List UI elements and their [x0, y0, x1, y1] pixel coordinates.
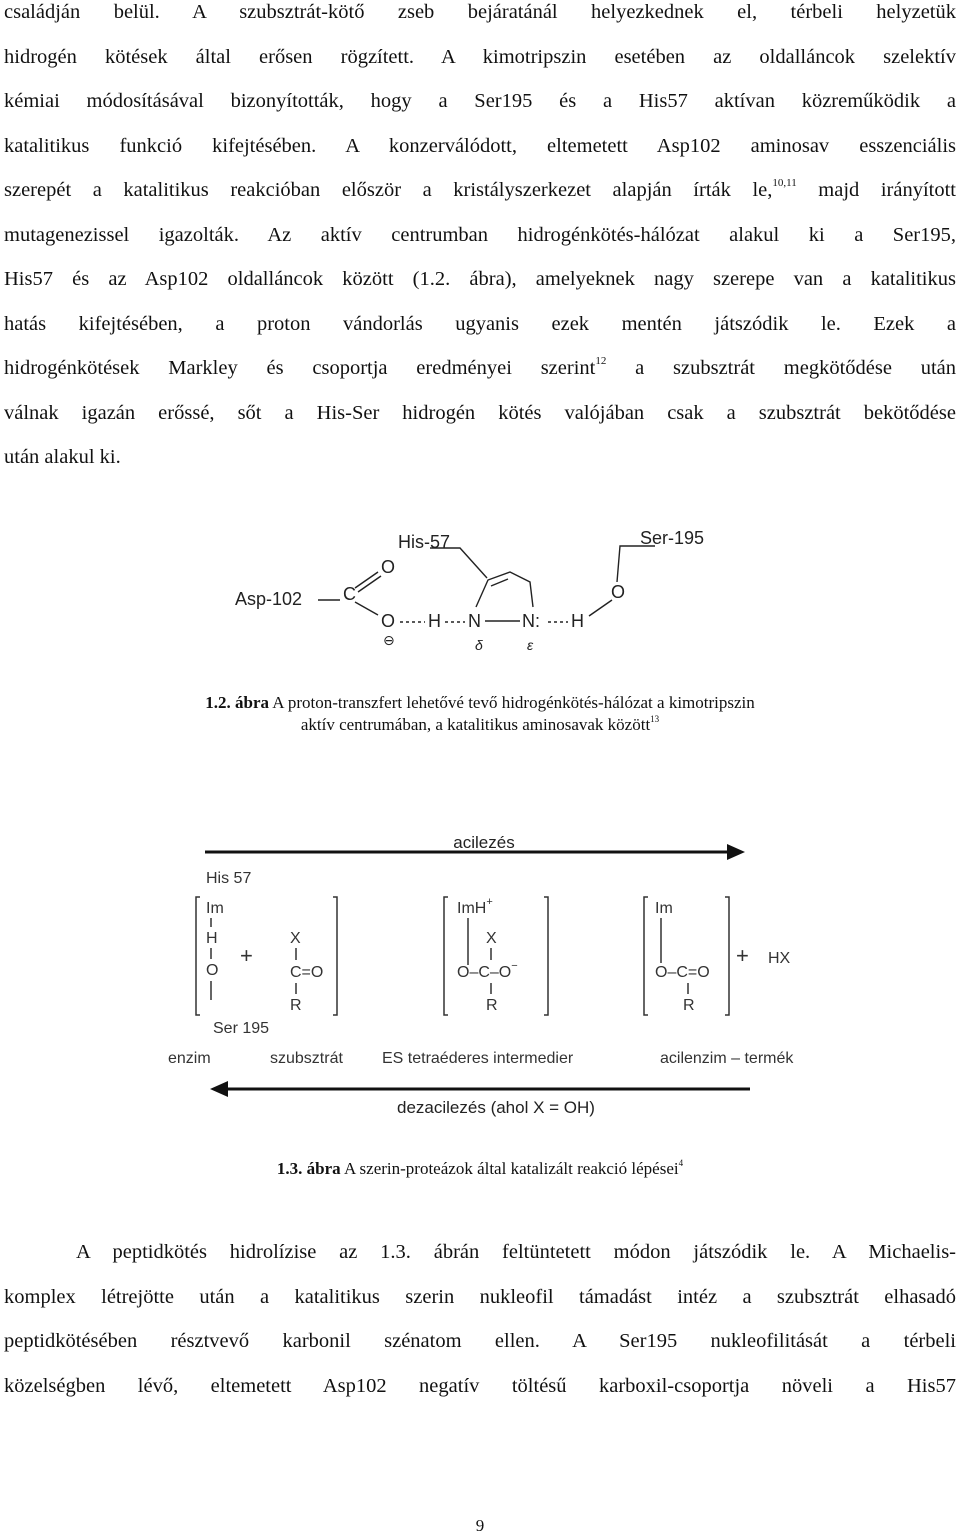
text-line: hidrogénkötések Markley és csoportja eredményei szerint$^{12}$ a szubsztrát megkötődése után [4, 355, 957, 379]
reference-superscript: 12 [595, 355, 607, 367]
text-line: közelségben lévő, eltemetett Asp102 negatív töltésű karboxil-csoportja növeli a His57 [4, 1374, 956, 1397]
arrow-head-right [727, 844, 745, 860]
text-line: után alakul ki. [4, 446, 121, 468]
plus-sign: + [240, 943, 253, 968]
oxygen-atom: O [611, 582, 626, 602]
hydrogen-atom: H [428, 611, 441, 631]
ser195-label: Ser-195 [640, 528, 705, 548]
text-line: peptidkötésében résztvevő karbonil szénatom ellen. A Ser195 nukleofilitását a térbeli [4, 1330, 956, 1352]
body-paragraph-1 [4, 0, 956, 480]
page-number: 9 [475, 1516, 485, 1535]
carbon-atom: C [343, 584, 356, 604]
text-line: komplex létrejötte után a katalitikus szerin nukleofil támadást intéz a szubsztrát elhasadó [4, 1285, 956, 1308]
epsilon-label: ε [527, 637, 534, 653]
r-group: R [486, 997, 498, 1014]
x-group: X [486, 930, 497, 947]
oxygen-atom: O [381, 557, 396, 577]
ser195-label: Ser 195 [213, 1020, 270, 1037]
body-paragraph-2 [4, 1230, 956, 1408]
figure-1-3-caption: 1.3. ábra A szerin-proteázok által katalizált reakció lépései$^4$ [276, 1158, 684, 1178]
text-line: His57 és az Asp102 oldalláncok között (1.2. ábra), amelyeknek nagy szerepe van a katalitikus [4, 268, 956, 290]
text-line: családján belül. A szubsztrát-kötő zseb bejáratánál helyezkednek el, térbeli helyzetük [4, 1, 956, 23]
acyl-ester-group: O–C=O [655, 964, 710, 981]
text-line: A peptidkötés hidrolízise az 1.3. ábrán feltüntetett módon játszódik le. A Michaelis- [76, 1241, 956, 1263]
text-line: kémiai módosításával bizonyították, hogy a Ser195 és a His57 aktívan közreműködik a [4, 90, 956, 112]
caption-label: 1.3. ábra [276, 1159, 341, 1178]
oxygen-atom: O [206, 962, 219, 979]
x-group: X [290, 930, 301, 947]
his57-label: His-57 [398, 532, 451, 552]
r-group: R [683, 997, 695, 1014]
bond-lines [318, 546, 655, 622]
text-line: szerepét a katalitikus reakcióban először a kristályszerkezet alapján írták le,$^{10,11}$ majd irányított [4, 177, 956, 201]
figure-1-2-caption: 1.2. ábra A proton-transzfert lehetővé tevő hidrogénkötés-hálózat a kimotripszin aktív centrumában, a katalitikus aminosavak között$^{13}$ [205, 693, 755, 734]
text-line: hatás kifejtésében, a proton vándorlás ugyanis ezek mentén játszódik le. Ezek a [4, 312, 956, 335]
substrate-label: szubsztrát [270, 1050, 343, 1067]
nitrogen-atom: N: [522, 611, 540, 631]
caption-label: 1.2. ábra [205, 693, 269, 712]
asp102-label: Asp-102 [235, 589, 303, 609]
his57-label: His 57 [206, 870, 252, 887]
oxygen-atom: O [381, 611, 396, 631]
carbonyl-group: C=O [290, 964, 324, 981]
tetrahedral-carbon: O–C–O− [457, 960, 518, 981]
negative-charge: ⊖ [383, 632, 395, 648]
acylation-label: acilezés [453, 833, 515, 852]
text-line: válnak igazán erőssé, sőt a His-Ser hidrogén kötés valójában csak a szubsztrát bekötődése [4, 401, 956, 424]
text-line: hidrogén kötések által erősen rögzített. A kimotripszin esetében az oldalláncok szelektív [4, 45, 956, 68]
hx-label: HX [768, 950, 791, 967]
nitrogen-atom: N [468, 611, 481, 631]
reference-superscript: 10,11 [772, 177, 797, 189]
imidazolium-label: ImH+ [457, 896, 493, 917]
reference-superscript: 4 [678, 1158, 684, 1168]
text-line: katalitikus funkció kifejtésében. A konzerválódott, eltemetett Asp102 aminosav esszenciális [4, 134, 956, 157]
reference-superscript: 13 [650, 714, 660, 724]
product-label: acilenzim – termék [660, 1050, 794, 1067]
r-group: R [290, 997, 302, 1014]
hydrogen-atom: H [571, 611, 584, 631]
imidazole-label: Im [655, 900, 673, 917]
figure-1-2-structure [0, 520, 960, 660]
imidazole-label: Im [206, 900, 224, 917]
deacylation-label: dezacilezés (ahol X = OH) [397, 1098, 595, 1117]
text-line: mutagenezissel igazolták. Az aktív centrumban hidrogénkötés-hálózat alakul ki a Ser195, [4, 223, 956, 246]
arrow-head-left [210, 1081, 228, 1097]
plus-sign: + [736, 943, 749, 968]
intermediate-label: ES tetraéderes intermedier [382, 1050, 574, 1067]
enzyme-label: enzim [168, 1050, 211, 1067]
hydrogen-atom: H [206, 930, 218, 947]
delta-label: δ [475, 637, 483, 653]
figure-1-3-reaction [0, 825, 960, 1125]
